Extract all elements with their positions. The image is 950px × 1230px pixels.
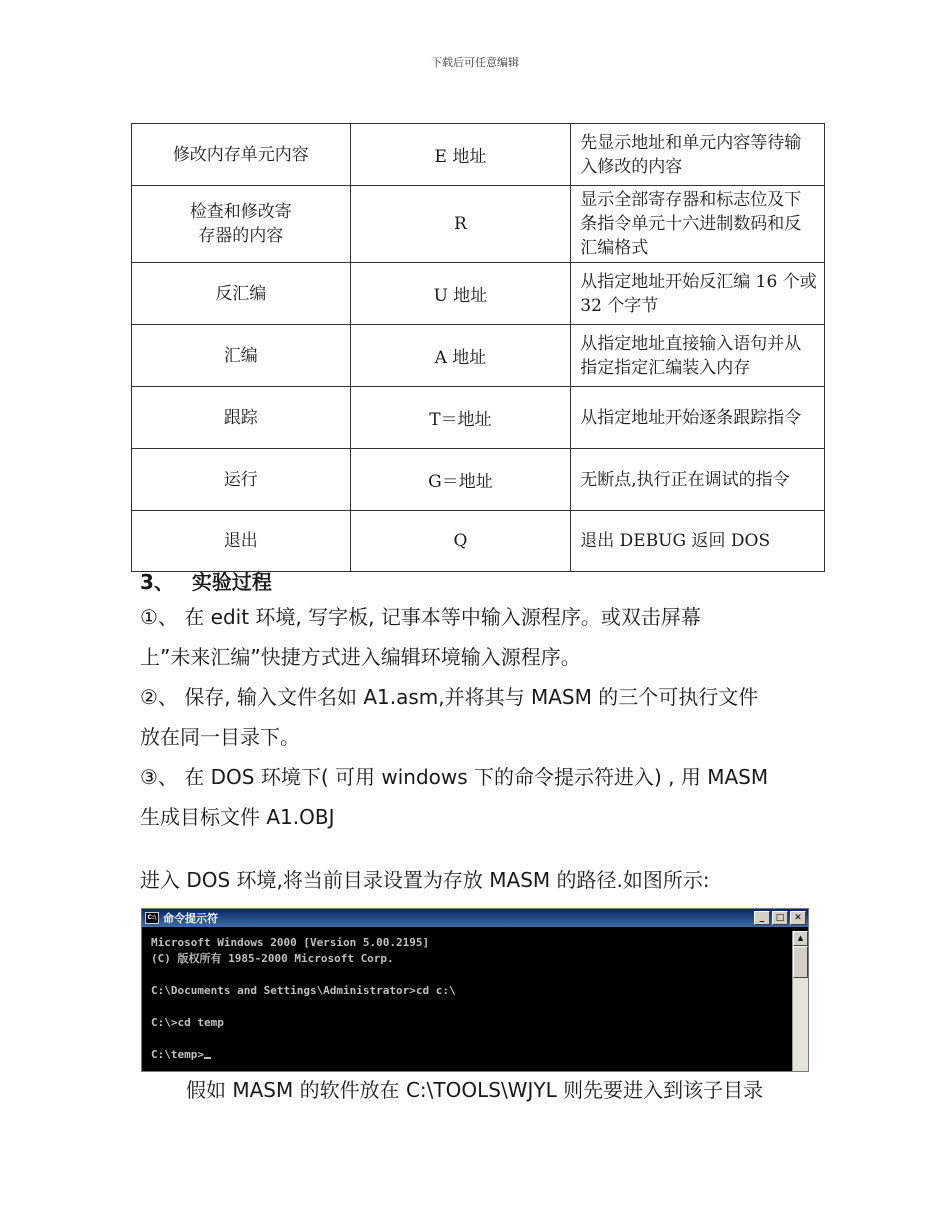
section-heading [140, 566, 272, 595]
step-1-line-2: 上”未来汇编”快捷方式进入编辑环境输入源程序。 [140, 645, 581, 669]
debug-command-table [131, 123, 825, 572]
step-1-line-1: ①、 在 edit 环境, 写字板, 记事本等中输入源程序。或双击屏幕 [140, 605, 701, 629]
step-3-line-1: ③、 在 DOS 环境下( 可用 windows 下的命令提示符进入) , 用 MASM [140, 765, 769, 789]
console-line: Microsoft Windows 2000 [Version 5.00.2195] [151, 936, 430, 949]
function-cell [132, 124, 351, 186]
console-scrollbar[interactable] [792, 931, 808, 1071]
description-cell: 从指定地址开始逐条跟踪指令 [571, 387, 825, 449]
function-text: 汇编 [223, 345, 258, 366]
function-text: 运行 [223, 469, 258, 490]
function-cell [132, 387, 351, 449]
minimize-icon[interactable]: _ [754, 911, 770, 925]
steps-block [140, 597, 820, 837]
function-cell [132, 325, 351, 387]
console-line: (C) 版权所有 1985-2000 Microsoft Corp. [151, 952, 394, 965]
console-screen[interactable] [142, 929, 792, 1071]
command-cell: T＝地址 [350, 387, 571, 449]
console-line: C:\>cd temp [151, 1016, 224, 1029]
command-cell: E 地址 [350, 124, 571, 186]
console-title: 命令提示符 [163, 912, 218, 925]
function-text: 修改内存单元内容 [172, 144, 309, 165]
function-text: 存器的内容 [198, 226, 284, 246]
section-title: 实验过程 [191, 570, 272, 594]
section-number: 3、 [140, 570, 174, 594]
console-line: C:\Documents and Settings\Administrator>cd c:\ [151, 984, 456, 997]
window-buttons [752, 911, 806, 925]
command-cell: G＝地址 [350, 449, 571, 511]
cursor-icon [204, 1057, 211, 1059]
command-cell: Q [350, 511, 571, 572]
description-cell: 从指定地址开始反汇编 16 个或 32 个字节 [571, 263, 825, 325]
step-2-line-2: 放在同一目录下。 [140, 725, 300, 749]
console-app-icon: C:\ [145, 912, 159, 924]
command-cell: U 地址 [350, 263, 571, 325]
close-icon[interactable]: ✕ [790, 911, 806, 925]
table-row [132, 124, 825, 186]
description-cell: 从指定地址直接输入语句并从指定指定汇编装入内存 [571, 325, 825, 387]
function-text: 检查和修改寄 [189, 202, 292, 222]
console-prompt-line [151, 1047, 783, 1063]
console-line [151, 999, 783, 1015]
table-row [132, 325, 825, 387]
function-text: 跟踪 [223, 407, 258, 428]
step-3-line-2: 生成目标文件 A1.OBJ [140, 805, 335, 829]
console-line [151, 1031, 783, 1047]
function-cell [132, 186, 351, 263]
description-cell: 退出 DEBUG 返回 DOS [571, 511, 825, 572]
intro-paragraph [140, 860, 820, 900]
command-cell: A 地址 [350, 325, 571, 387]
table-row [132, 387, 825, 449]
function-text: 退出 [223, 531, 258, 551]
table-row [132, 449, 825, 511]
scroll-thumb[interactable] [793, 946, 808, 978]
function-cell [132, 449, 351, 511]
page-header: 下载后可任意编辑 [431, 56, 519, 69]
table-row [132, 263, 825, 325]
function-text: 反汇编 [215, 283, 267, 304]
description-cell: 显示全部寄存器和标志位及下条指令单元十六进制数码和反汇编格式 [571, 186, 825, 263]
intro-text: 进入 DOS 环境,将当前目录设置为存放 MASM 的路径.如图所示: [140, 868, 710, 892]
function-cell [132, 511, 351, 572]
command-cell: R [350, 186, 571, 263]
command-prompt-window [141, 908, 809, 1072]
trailing-paragraph: 假如 MASM 的软件放在 C:\TOOLS\WJYL 则先要进入到该子目录 [186, 1078, 764, 1102]
maximize-icon[interactable]: □ [772, 911, 788, 925]
table-row [132, 511, 825, 572]
step-2-line-1: ②、 保存, 输入文件名如 A1.asm,并将其与 MASM 的三个可执行文件 [140, 685, 759, 709]
console-prompt: C:\temp> [151, 1048, 204, 1061]
description-cell: 无断点,执行正在调试的指令 [571, 449, 825, 511]
console-line [151, 967, 783, 983]
function-cell [132, 263, 351, 325]
scroll-up-arrow-icon[interactable]: ▲ [793, 931, 808, 946]
table-row [132, 186, 825, 263]
console-titlebar [142, 909, 808, 927]
description-cell: 先显示地址和单元内容等待输入修改的内容 [571, 124, 825, 186]
